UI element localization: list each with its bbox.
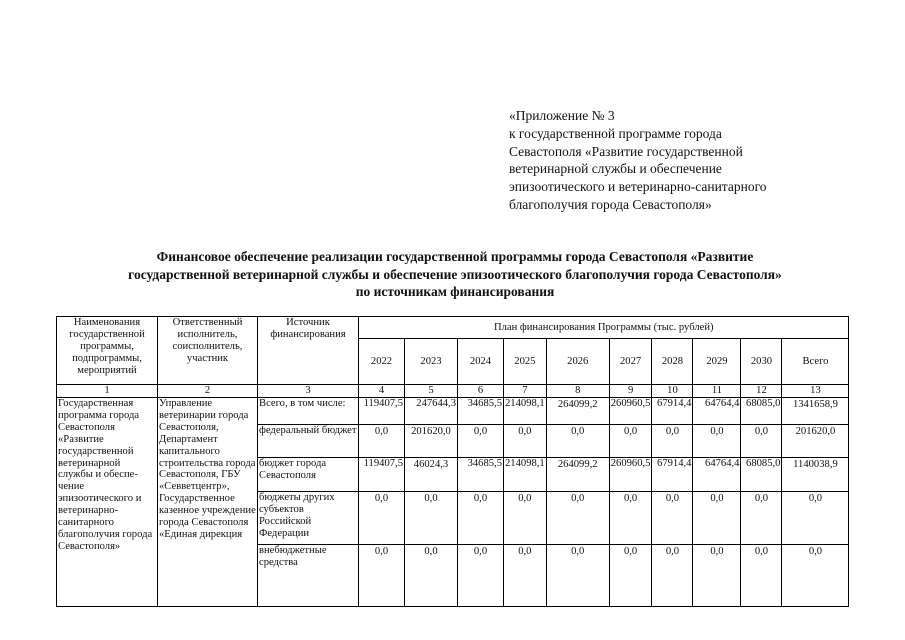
value-cell: 34685,5 — [458, 458, 504, 492]
value-cell: 0,0 — [693, 545, 741, 607]
source-cell: бюджеты других субъектов Российской Федерации — [258, 492, 359, 545]
appendix-line: благополучия города Севастополя» — [509, 196, 712, 212]
source-cell: Всего, в том числе: — [258, 398, 359, 425]
value-cell: 46024,3 — [405, 458, 458, 492]
header-year: 2028 — [652, 339, 693, 385]
appendix-line: к государственной программе города — [509, 125, 722, 141]
column-number: 5 — [405, 385, 458, 398]
value-cell: 67914,4 — [652, 458, 693, 492]
value-cell: 64764,4 — [693, 458, 741, 492]
financing-table — [56, 316, 849, 607]
value-cell: 64764,4 — [693, 398, 741, 425]
value-cell: 34685,5 — [458, 398, 504, 425]
value-cell: 0,0 — [693, 425, 741, 458]
value-cell: 119407,5 — [359, 398, 405, 425]
value-cell: 0,0 — [609, 492, 652, 545]
value-cell: 1140038,9 — [782, 458, 849, 492]
column-number: 6 — [458, 385, 504, 398]
appendix-note — [509, 107, 829, 214]
header-year: 2025 — [504, 339, 547, 385]
value-cell: 260960,5 — [609, 398, 652, 425]
header-program-name: Наименования государственной программы, подпрограммы, мероприятий — [57, 317, 158, 385]
value-cell: 68085,0 — [741, 458, 782, 492]
value-cell: 68085,0 — [741, 398, 782, 425]
header-total: Всего — [782, 339, 849, 385]
value-cell: 214098,1 — [504, 458, 547, 492]
value-cell: 0,0 — [458, 492, 504, 545]
value-cell: 0,0 — [652, 545, 693, 607]
value-cell: 0,0 — [458, 545, 504, 607]
value-cell: 264099,2 — [546, 398, 609, 425]
column-number: 13 — [782, 385, 849, 398]
value-cell: 0,0 — [359, 545, 405, 607]
header-plan: План финансирования Программы (тыс. рублей) — [359, 317, 849, 339]
appendix-line: Севастополя «Развитие государственной — [509, 143, 743, 159]
header-row — [57, 317, 849, 339]
value-cell: 0,0 — [652, 425, 693, 458]
program-name-cell: Государственная программа города Севастополя «Развитие государственной ветеринарной службы и обеспе- чение эпизоотического и ветеринарно- санитарного благополучия города Севастополя» — [57, 398, 158, 607]
value-cell: 0,0 — [504, 545, 547, 607]
value-cell: 264099,2 — [546, 458, 609, 492]
header-year: 2027 — [609, 339, 652, 385]
value-cell: 0,0 — [741, 425, 782, 458]
value-cell: 0,0 — [652, 492, 693, 545]
value-cell: 0,0 — [609, 425, 652, 458]
source-cell: федеральный бюджет — [258, 425, 359, 458]
header-year: 2030 — [741, 339, 782, 385]
document-title — [40, 248, 870, 301]
value-cell: 0,0 — [546, 545, 609, 607]
column-number: 8 — [546, 385, 609, 398]
column-number: 9 — [609, 385, 652, 398]
appendix-line: эпизоотического и ветеринарно-санитарного — [509, 179, 767, 195]
column-number: 4 — [359, 385, 405, 398]
value-cell: 201620,0 — [782, 425, 849, 458]
value-cell: 0,0 — [693, 492, 741, 545]
appendix-line: ветеринарной службы и обеспечение — [509, 161, 722, 177]
executor-cell: Управление ветеринарии города Севастополя, Департамент капитального строительства города Севастополя, ГБУ «Севветцентр», Государственное казенное учреждение города Севастополя «Единая дирекция — [158, 398, 258, 607]
title-line: по источникам финансирования — [355, 284, 555, 300]
value-cell: 0,0 — [741, 492, 782, 545]
value-cell: 0,0 — [458, 425, 504, 458]
column-number: 2 — [158, 385, 258, 398]
header-source: Источник финансирования — [258, 317, 359, 385]
value-cell: 247644,3 — [405, 398, 458, 425]
value-cell: 0,0 — [504, 492, 547, 545]
value-cell: 0,0 — [741, 545, 782, 607]
title-line: государственной ветеринарной службы и обеспечение эпизоотического благополучия города Севастополя» — [128, 266, 782, 282]
value-cell: 119407,5 — [359, 458, 405, 492]
column-number: 1 — [57, 385, 158, 398]
value-cell: 0,0 — [504, 425, 547, 458]
value-cell: 0,0 — [359, 492, 405, 545]
header-year: 2024 — [458, 339, 504, 385]
value-cell: 0,0 — [546, 492, 609, 545]
value-cell: 0,0 — [782, 492, 849, 545]
column-number: 10 — [652, 385, 693, 398]
value-cell: 201620,0 — [405, 425, 458, 458]
value-cell: 0,0 — [405, 492, 458, 545]
value-cell: 214098,1 — [504, 398, 547, 425]
column-number: 12 — [741, 385, 782, 398]
header-year: 2022 — [359, 339, 405, 385]
value-cell: 0,0 — [782, 545, 849, 607]
source-cell: внебюджетные средства — [258, 545, 359, 607]
table-row — [57, 398, 849, 425]
value-cell: 260960,5 — [609, 458, 652, 492]
value-cell: 1341658,9 — [782, 398, 849, 425]
header-year: 2026 — [546, 339, 609, 385]
value-cell: 0,0 — [405, 545, 458, 607]
appendix-line: «Приложение № 3 — [509, 108, 615, 123]
value-cell: 0,0 — [359, 425, 405, 458]
column-number: 7 — [504, 385, 547, 398]
header-year: 2023 — [405, 339, 458, 385]
value-cell: 0,0 — [609, 545, 652, 607]
title-line: Финансовое обеспечение реализации государственной программы города Севастополя «Развитие — [156, 249, 754, 264]
header-executor: Ответственный исполнитель, соисполнитель, участник — [158, 317, 258, 385]
header-year: 2029 — [693, 339, 741, 385]
value-cell: 67914,4 — [652, 398, 693, 425]
column-number: 11 — [693, 385, 741, 398]
column-numbers-row — [57, 385, 849, 398]
value-cell: 0,0 — [546, 425, 609, 458]
column-number: 3 — [258, 385, 359, 398]
source-cell: бюджет города Севастополя — [258, 458, 359, 492]
